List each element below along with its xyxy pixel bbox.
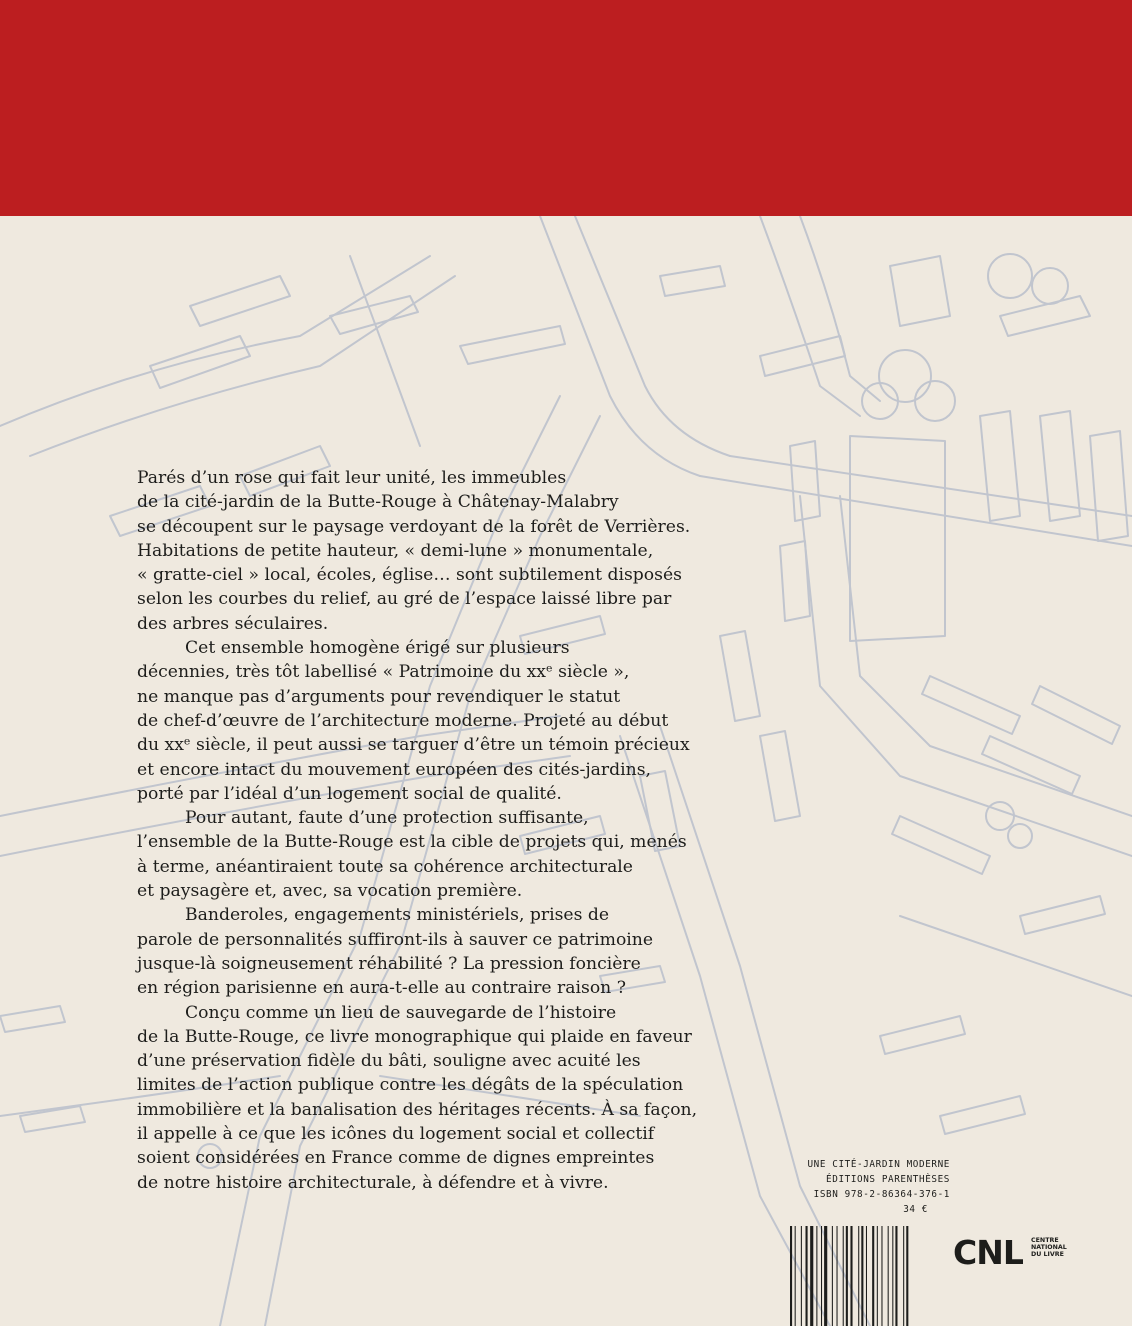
blurb-line: d’une préservation fidèle du bâti, souligne avec acuité les <box>137 1051 641 1072</box>
barcode-bar <box>821 1226 822 1326</box>
cnl-logo-mark: CNL <box>953 1233 1023 1272</box>
barcode-bar <box>872 1226 874 1326</box>
barcode-bar <box>850 1226 852 1326</box>
cnl-logo <box>953 1231 1065 1275</box>
barcode-bar <box>837 1226 838 1326</box>
blurb-line: décennies, très tôt labellisé « Patrimoine du xxᵉ siècle », <box>137 662 630 683</box>
blurb-line: selon les courbes du relief, au gré de l’espace laissé libre par <box>137 589 672 610</box>
blurb-line: Cet ensemble homogène érigé sur plusieurs <box>185 638 570 659</box>
barcode <box>788 1226 940 1326</box>
blurb-line: il appelle à ce que les icônes du logement social et collectif <box>137 1124 655 1145</box>
imprint-block <box>788 1157 950 1217</box>
barcode-bar <box>892 1226 893 1326</box>
cnl-line-2: NATIONAL <box>1031 1244 1067 1252</box>
blurb-line: et encore intact du mouvement européen des cités-jardins, <box>137 759 651 780</box>
barcode-bar <box>906 1226 908 1326</box>
barcode-bar <box>790 1226 792 1326</box>
barcode-bar <box>866 1226 867 1326</box>
cnl-line-3: DU LIVRE <box>1031 1251 1064 1259</box>
blurb-line: immobilière et la banalisation des héritages récents. À sa façon, <box>137 1099 698 1120</box>
barcode-bar <box>810 1226 813 1326</box>
blurb-line: à terme, anéantiraient toute sa cohérence architecturale <box>137 856 633 877</box>
barcode-bar <box>846 1226 848 1326</box>
blurb-line: ne manque pas d’arguments pour revendiquer le statut <box>137 686 621 707</box>
blurb-line: de notre histoire architecturale, à défendre et à vivre. <box>137 1172 609 1193</box>
blurb-line: et paysagère et, avec, sa vocation première. <box>137 881 523 902</box>
blurb-line: jusque-là soigneusement réhabilité ? La pression foncière <box>137 953 641 974</box>
cnl-line-1: CENTRE <box>1031 1237 1059 1244</box>
blurb-line: parole de personnalités suffiront-ils à sauver ce patrimoine <box>137 929 654 950</box>
barcode-bar <box>843 1226 844 1326</box>
barcode-bar <box>888 1226 889 1326</box>
barcode-bar <box>795 1226 796 1326</box>
book-title: UNE CITÉ-JARDIN MODERNE <box>807 1159 950 1170</box>
barcode-bar <box>877 1226 878 1326</box>
blurb-line: Banderoles, engagements ministériels, prises de <box>185 905 610 926</box>
barcode-bar <box>824 1226 827 1326</box>
blurb-line: des arbres séculaires. <box>137 613 329 634</box>
blurb-line: de chef-d’œuvre de l’architecture moderne. Projeté au début <box>137 710 669 731</box>
blurb-line: se découpent sur le paysage verdoyant de la forêt de Verrières. <box>137 516 691 537</box>
blurb-line: Parés d’un rose qui fait leur unité, les immeubles <box>137 468 567 488</box>
blurb-line: de la Butte-Rouge, ce livre monographique qui plaide en faveur <box>137 1026 692 1047</box>
blurb-line: Habitations de petite hauteur, « demi-lune » monumentale, <box>137 540 654 561</box>
blurb-line: soient considérées en France comme de dignes empreintes <box>137 1148 655 1169</box>
barcode-bar <box>832 1226 833 1326</box>
price: 34 € <box>903 1204 928 1215</box>
barcode-bar <box>861 1226 863 1326</box>
barcode-bar <box>806 1226 808 1326</box>
blurb-line: « gratte-ciel » local, écoles, église… sont subtilement disposés <box>137 565 682 586</box>
barcode-bar <box>881 1226 882 1326</box>
barcode-bar <box>801 1226 802 1326</box>
blurb-line: du xxᵉ siècle, il peut aussi se targuer d’être un témoin précieux <box>137 735 690 756</box>
barcode-bar <box>903 1226 904 1326</box>
blurb-line: limites de l’action publique contre les dégâts de la spéculation <box>137 1075 684 1096</box>
blurb-line: Pour autant, faute d’une protection suffisante, <box>185 808 589 829</box>
publisher-name: ÉDITIONS PARENTHÈSES <box>826 1174 950 1185</box>
blurb-line: en région parisienne en aura-t-elle au contraire raison ? <box>137 978 626 999</box>
isbn: ISBN 978-2-86364-376-1 <box>813 1189 950 1200</box>
barcode-bar <box>895 1226 897 1326</box>
back-cover-blurb <box>137 466 737 1195</box>
blurb-line: l’ensemble de la Butte-Rouge est la cible de projets qui, menés <box>137 832 687 853</box>
barcode-bar <box>858 1226 859 1326</box>
blurb-line: porté par l’idéal d’un logement social de qualité. <box>137 783 562 804</box>
blurb-line: Conçu comme un lieu de sauvegarde de l’histoire <box>185 1002 617 1023</box>
red-header-band <box>0 0 1132 216</box>
cnl-logo-text <box>1031 1237 1067 1259</box>
blurb-line: de la cité-jardin de la Butte-Rouge à Châtenay-Malabry <box>137 492 619 513</box>
barcode-bar <box>816 1226 817 1326</box>
